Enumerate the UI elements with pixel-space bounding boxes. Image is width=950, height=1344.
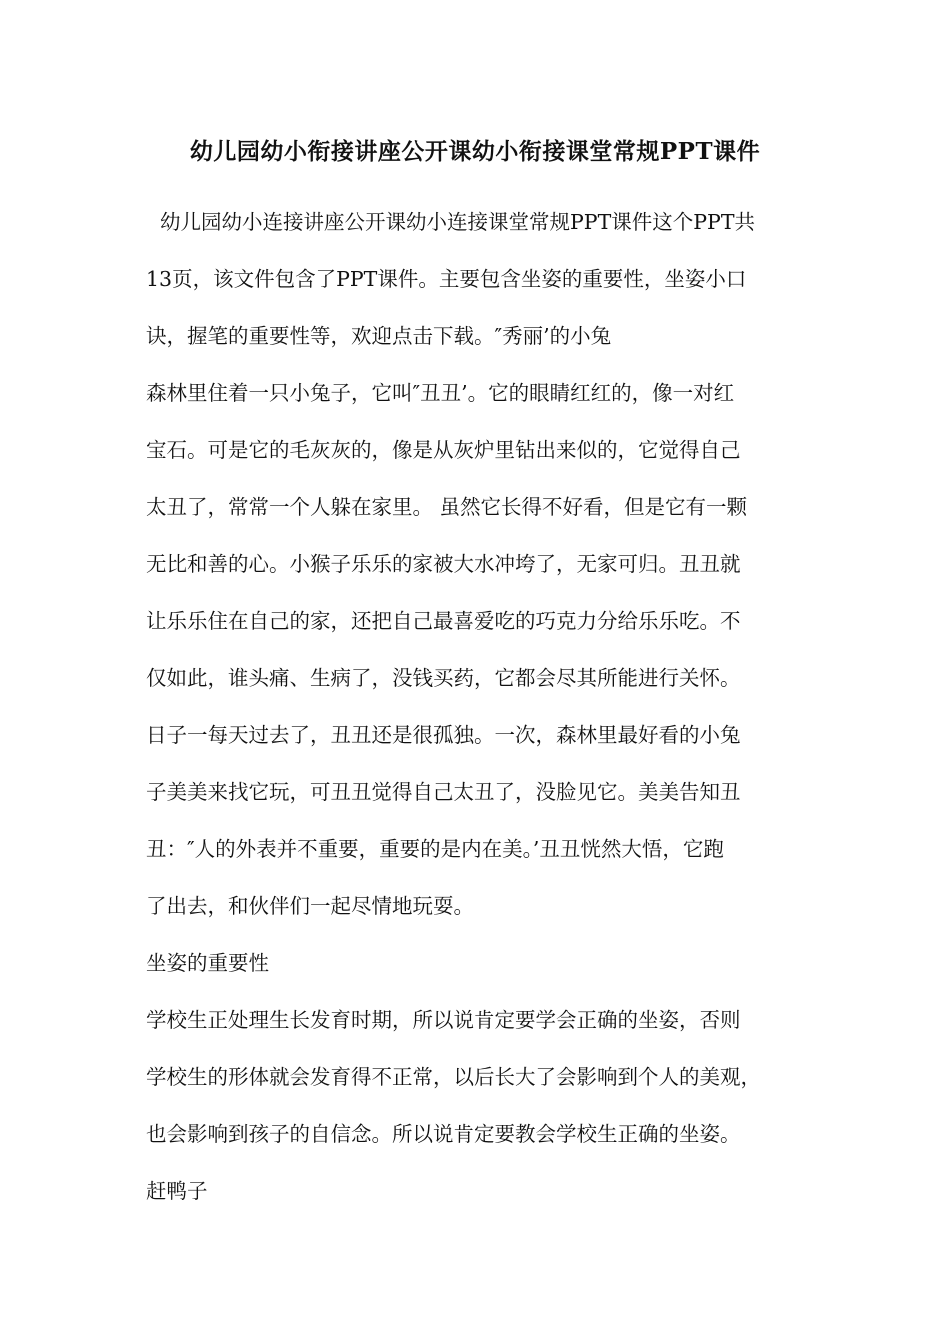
paragraph-line: 了出去，和伙伴们一起尽情地玩耍。 <box>146 894 474 918</box>
document-title: 幼儿园幼小衔接讲座公开课幼小衔接课堂常规PPT课件 <box>189 138 761 165</box>
paragraph-line: 学校生的形体就会发育得不正常，以后长大了会影响到个人的美观， <box>146 1065 761 1089</box>
paragraph-line: 无比和善的心。小猴子乐乐的家被大水冲垮了，无家可归。丑丑就 <box>146 552 741 576</box>
paragraph-line: 13页，该文件包含了PPT课件。主要包含坐姿的重要性，坐姿小口 <box>146 267 747 291</box>
paragraph-line: 让乐乐住在自己的家，还把自己最喜爱吃的巧克力分给乐乐吃。不 <box>146 609 741 633</box>
section-heading: 赶鸭子 <box>146 1179 208 1203</box>
paragraph-line: 仅如此，谁头痛、生病了，没钱买药，它都会尽其所能进行关怀。 <box>146 666 741 690</box>
section-heading: 坐姿的重要性 <box>146 951 269 975</box>
paragraph-line: 诀，握笔的重要性等，欢迎点击下载。″秀丽’的小兔 <box>146 324 612 348</box>
paragraph-line: 太丑了，常常一个人躲在家里。 虽然它长得不好看，但是它有一颗 <box>146 495 748 519</box>
paragraph-line: 学校生正处理生长发育时期，所以说肯定要学会正确的坐姿，否则 <box>146 1008 741 1032</box>
paragraph-line: 丑：″人的外表并不重要，重要的是内在美。’丑丑恍然大悟，它跑 <box>146 837 724 861</box>
paragraph-line: 森林里住着一只小兔子，它叫″丑丑’。它的眼睛红红的，像一对红 <box>146 381 735 405</box>
paragraph-line: 日子一每天过去了，丑丑还是很孤独。一次，森林里最好看的小兔 <box>146 723 741 747</box>
paragraph-line: 子美美来找它玩，可丑丑觉得自己太丑了，没脸见它。美美告知丑 <box>146 780 741 804</box>
paragraph-line: 也会影响到孩子的自信念。所以说肯定要教会学校生正确的坐姿。 <box>146 1122 741 1146</box>
paragraph-line: 幼儿园幼小连接讲座公开课幼小连接课堂常规PPT课件这个PPT共 <box>160 210 756 234</box>
paragraph-line: 宝石。可是它的毛灰灰的，像是从灰炉里钻出来似的，它觉得自己 <box>146 438 741 462</box>
